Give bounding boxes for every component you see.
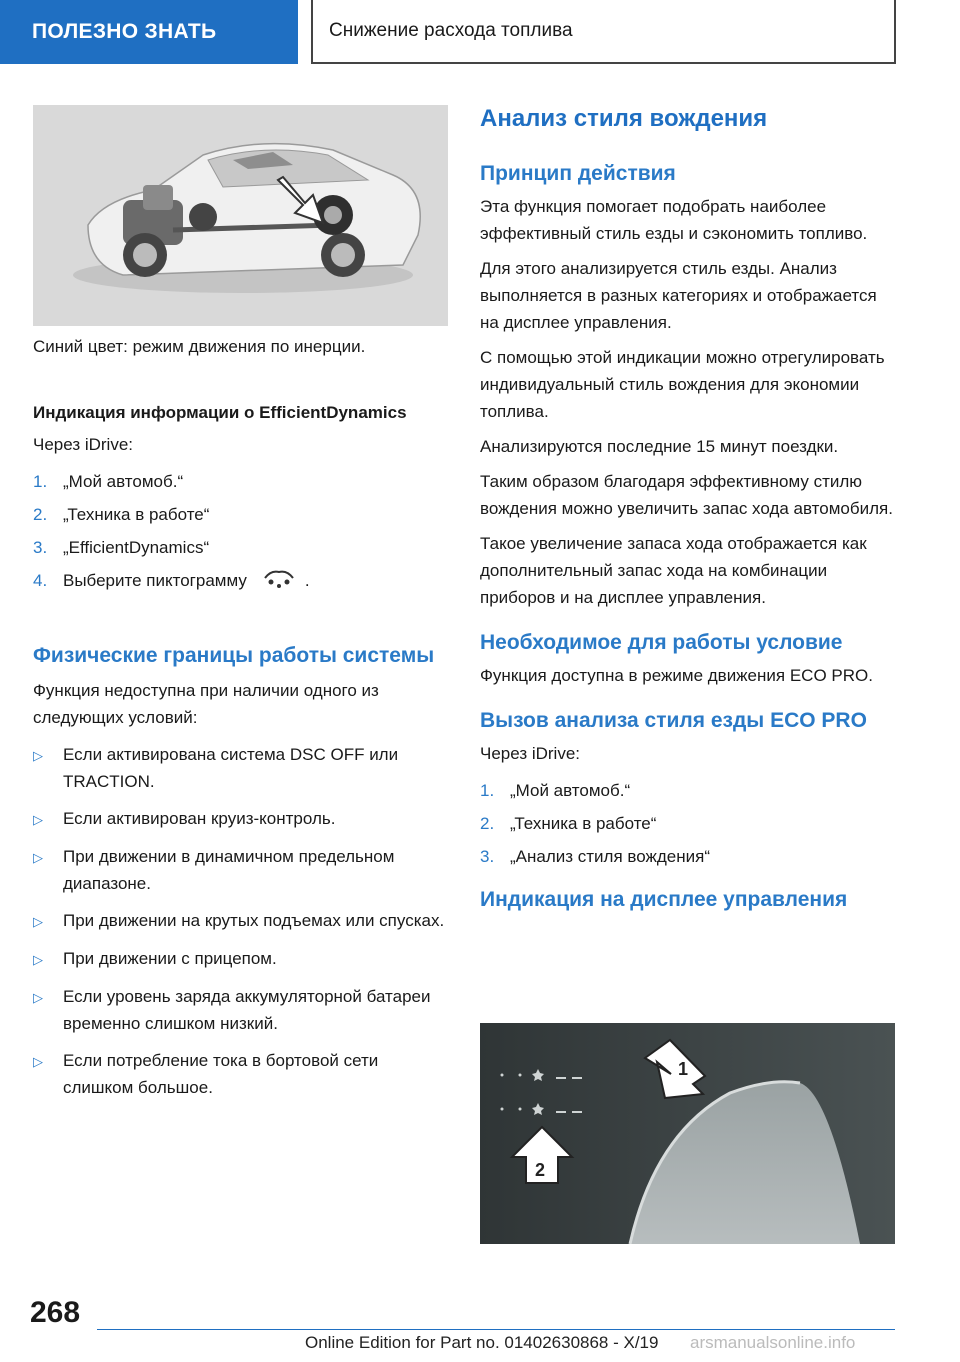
list-item: ▷ Если уровень заряда аккумуляторной батареи временно слишком низкий. [33, 987, 431, 1033]
list-item: ▷ При движении на крутых подъемах или спусках. [33, 911, 445, 930]
via-idrive: Через iDrive: [33, 435, 134, 454]
callout-label-1: 1 [678, 1059, 689, 1079]
page-number: 268 [30, 1296, 81, 1329]
list-item: 1. „Мой автомоб.“ [33, 472, 184, 491]
paragraph: Такое увеличение запаса хода отображается как дополнительный запас хода на комбинации приборов и на дисплее управления. [480, 534, 867, 607]
chapter-tab: ПОЛЕЗНО ЗНАТЬ [0, 0, 298, 64]
list-item: 3. „EfficientDynamics“ [33, 538, 210, 557]
watermark: arsmanualsonline.info [690, 1333, 856, 1352]
list-item: 1. „Мой автомоб.“ [480, 781, 631, 800]
paragraph: Для этого анализируется стиль езды. Анализ выполняется в разных категориях и отображается на дисплее управления. [480, 259, 877, 332]
callout-label-2: 2 [535, 1160, 546, 1180]
list-item: ▷ При движении в динамичном предельном диапазоне. [33, 847, 395, 893]
heading-limits: Физические границы работы системы [33, 644, 435, 667]
heading-call: Вызов анализа стиля езды ECO PRO [480, 709, 867, 732]
limits-intro: Функция недоступна при наличии одного из следующих условий: [33, 681, 379, 727]
condition-text: Функция доступна в режиме движения ECO PRO. [480, 666, 873, 685]
heading-principle: Принцип действия [480, 162, 676, 185]
edition-text: Online Edition for Part no. 01402630868 - X/19 [305, 1333, 659, 1352]
list-item: 2. „Техника в работе“ [33, 505, 210, 524]
car-illustration [33, 105, 448, 326]
steps-list [33, 468, 448, 597]
list-item: ▷ Если активирована система DSC OFF или TRACTION. [33, 745, 399, 791]
paragraph: Эта функция помогает подобрать наиболее эффективный стиль езды и сэкономить топливо. [480, 197, 868, 243]
pictogram-eco-icon [261, 567, 297, 597]
list-item: 2. „Техника в работе“ [480, 814, 657, 833]
limits-list [33, 741, 448, 1101]
footer-rule [97, 1329, 895, 1330]
list-item: ▷ Если активирован круиз-контроль. [33, 809, 336, 828]
section-title: Снижение расхода топлива [311, 0, 896, 64]
heading-indicator: Индикация информации о EfficientDynamics [33, 403, 407, 422]
paragraph: С помощью этой индикации можно отрегулировать индивидуальный стиль вождения для экономии топлива. [480, 348, 885, 421]
steps-list [480, 777, 895, 870]
list-item: 3. „Анализ стиля вождения“ [480, 847, 711, 866]
display-illustration [480, 1023, 895, 1244]
list-item: ▷ При движении с прицепом. [33, 949, 277, 968]
via-idrive: Через iDrive: [480, 744, 581, 763]
heading-condition: Необходимое для работы условие [480, 631, 843, 654]
list-item: 4. Выберите пиктограмму . [33, 567, 448, 597]
paragraph: Таким образом благодаря эффективному стилю вождения можно увеличить запас хода автомобиля. [480, 472, 893, 518]
figure-caption: Синий цвет: режим движения по инерции. [33, 337, 366, 356]
paragraph: Анализируются последние 15 минут поездки. [480, 437, 839, 456]
heading-main: Анализ стиля вождения [480, 105, 768, 132]
list-item: ▷ Если потребление тока в бортовой сети слишком большое. [33, 1051, 379, 1097]
heading-display: Индикация на дисплее управления [480, 888, 848, 911]
